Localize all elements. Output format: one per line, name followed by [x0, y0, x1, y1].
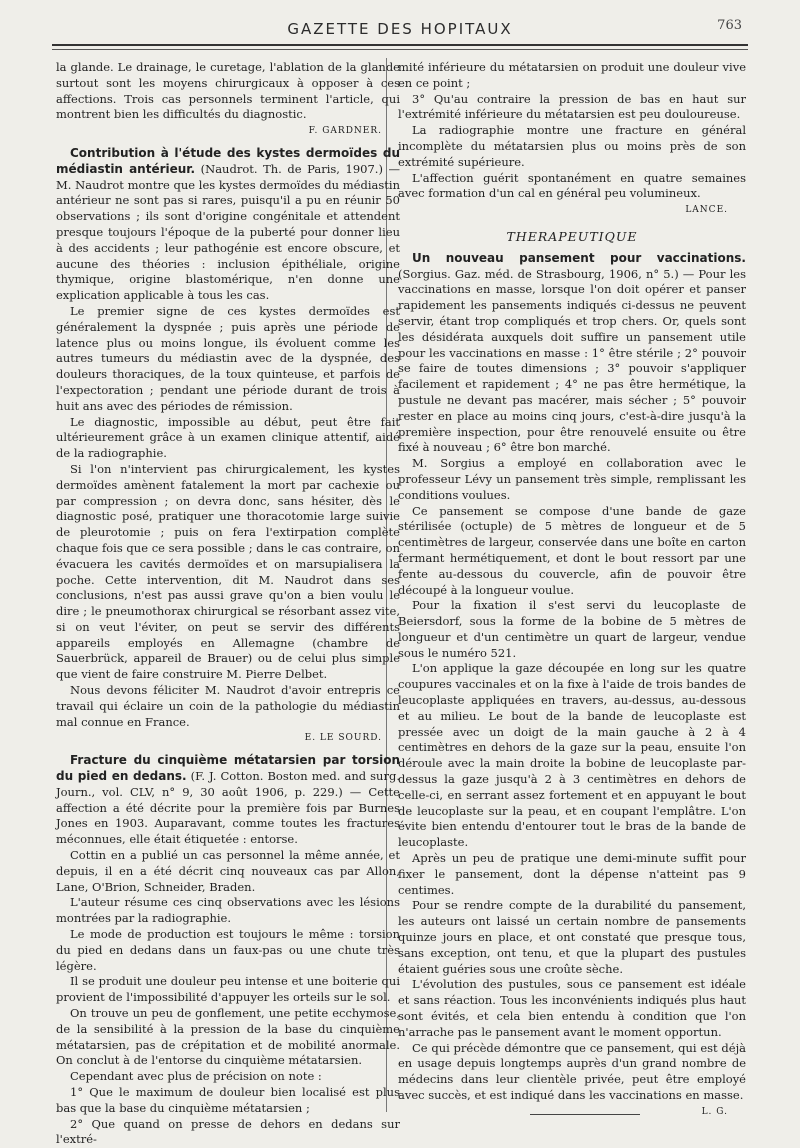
- paragraph: L'auteur résume ces cinq observations avec les lésions montrées par la radiographie.: [56, 895, 400, 926]
- paragraph: Cottin en a publié un cas personnel la même année, et depuis, il en a été décrit cinq nouveaux cas par Allon, Lane, O'Brion, Schneider, Braden.: [56, 848, 400, 894]
- header-rule-top: [52, 44, 748, 46]
- paragraph: 2° Que quand on presse de dehors en dedans sur l'extré-: [56, 1116, 400, 1147]
- paragraph: Pour la fixation il s'est servi du leucoplaste de Beiersdorf, sous la forme de la bobine de 5 mètres de longueur et d'un centimètre un quart de largeur, vendue sous le numéro 521.: [398, 598, 746, 660]
- article-title-mediastin: Contribution à l'étude des kystes dermoïdes du médiastin antérieur.: [56, 145, 400, 176]
- paragraph: On trouve un peu de gonflement, une petite ecchymose, de la sensibilité à la pression de la base du cinquième métatarsien, pas de crépitation et de mobilité anormale. On conclut à de l'entorse du cinquième métatarsien.: [56, 1006, 400, 1068]
- article-ref-vaccinations: (Sorgius. Gaz. méd. de Strasbourg, 1906, n° 5.) — Pour les vaccinations en masse, lorsque l'on doit opérer et panser rapidement les pansements indiqués ci-dessus ne peuvent servir, étant trop compliqués et trop chers. Or, quels sont les désidérata auxquels doit suffire un pansement utile pour les vaccinations en masse : 1° être stérile ; 2° pouvoir se faire de toutes dimensions ; 3° pouvoir s'appliquer facilement et rapidement ; 4° ne pas être hermétique, la pustule ne devant pas macérer, mais sécher ; 5° pouvoir rester en place au moins cinq jours, c'est-à-dire jusqu'à la première inspection, pour être renouvelé ensuite ou être fixé à nouveau ; 6° être bon marché.: [398, 266, 746, 455]
- paragraph: La radiographie montre une fracture en général incomplète du métatarsien plus ou moins près de son extrémité supérieure.: [398, 123, 746, 169]
- paragraph: Ce qui précède démontre que ce pansement, qui est déjà en usage depuis longtemps auprès d'un grand nombre de médecins dans leur clientèle privée, peut être employé avec succès, et est indiqué dans les vaccinations en masse.: [398, 1040, 746, 1102]
- article-continuation: la glande. Le drainage, le curetage, l'ablation de la glande surtout sont les moyens chirurgicaux à opposer à ces affections. Trois cas personnels terminent l'article, qui montrent bien les difficultés du diagnostic.: [56, 60, 400, 122]
- article-vaccinations: [398, 251, 746, 456]
- paragraph: mité inférieure du métatarsien on produit une douleur vive en ce point ;: [398, 60, 746, 90]
- signature-lg: L. G.: [701, 1106, 728, 1117]
- paragraph: L'affection guérit spontanément en quatre semaines avec formation d'un cal en général peu volumineux.: [398, 170, 746, 201]
- paragraph: 3° Qu'au contraire la pression de bas en haut sur l'extrémité inférieure du métatarsien est peu douloureuse.: [398, 91, 746, 122]
- page-number: 763: [717, 18, 742, 33]
- page-header: [52, 14, 748, 54]
- paragraph: Nous devons féliciter M. Naudrot d'avoir entrepris ce travail qui éclaire un coin de la pathologie du médiastin mal connue en France.: [56, 683, 400, 729]
- header-rule-bottom: [52, 49, 748, 50]
- paragraph: Il se produit une douleur peu intense et une boiterie qui provient de l'impossibilité d'appuyer les orteils sur le sol.: [56, 974, 400, 1005]
- paragraph: M. Sorgius a employé en collaboration avec le professeur Lévy un pansement très simple, remplissant les conditions voulues.: [398, 456, 746, 502]
- journal-title: GAZETTE DES HOPITAUX: [287, 20, 513, 38]
- paragraph: L'évolution des pustules, sous ce pansement est idéale et sans réaction. Tous les inconvénients indiqués plus haut sont évités, et cela bien entendu à condition que l'on n'arrache pas le pansement avant le moment opportun.: [398, 977, 746, 1039]
- article-metatarsien: [56, 753, 400, 848]
- paragraph: Cependant avec plus de précision on note :: [70, 1069, 322, 1084]
- signature-le-sourd: E. LE SOURD.: [304, 733, 382, 744]
- paragraph: Le diagnostic, impossible au début, peut être fait ultérieurement grâce à un examen clinique attentif, aidé de la radiographie.: [56, 414, 400, 461]
- left-column: [56, 60, 400, 1148]
- right-column: [398, 60, 746, 1127]
- signature-gardner: F. GARDNER.: [308, 126, 382, 137]
- paragraph: Après un peu de pratique une demi-minute suffit pour fixer le pansement, dont la dépense n'atteint pas 9 centimes.: [398, 851, 746, 897]
- paragraph: Ce pansement se compose d'une bande de gaze stérilisée (octuple) de 5 mètres de longueur et de 5 centimètres de largeur, conservée dans une boîte en carton fermant hermétiquement, et dont le bout ressort par une fente au-dessous du couvercle, afin de pouvoir être découpé à la longueur voulue.: [398, 503, 746, 597]
- section-heading-therapeutique: THERAPEUTIQUE: [506, 228, 638, 244]
- paragraph: 1° Que le maximum de douleur bien localisé est plus bas que la base du cinquième métatarsien ;: [56, 1085, 400, 1115]
- end-separator: [530, 1114, 640, 1115]
- paragraph: Si l'on n'intervient pas chirurgicalement, les kystes dermoïdes amènent fatalement la mort par cachexie ou par compression ; on devra donc, sans hésiter, dès le diagnostic posé, pratiquer une thoracotomie large suivie de pleurotomie ; puis on fera l'extirpation complète chaque fois que ce sera possible ; dans le cas contraire, on évacuera les cavités dermoïdes et on marsupialisera la poche. Cette intervention, dit M. Naudrot dans ses conclusions, n'est pas aussi grave qu'on a bien voulu le dire ; le pneumothorax chirurgical se résorbant assez vite, si on veut l'éviter, on peut se servir des différents appareils employés en Allemagne (chambre de Sauerbrück, appareil de Brauer) ou de celui plus simple que vient de faire construire M. Pierre Delbet.: [56, 461, 400, 682]
- paragraph: L'on applique la gaze découpée en long sur les quatre coupures vaccinales et on la fixe à l'aide de trois bandes de leucoplaste appliquées en travers, au-dessus, au-dessous et au milieu. Le bout de la bande de leucoplaste est pressée avec un doigt de la main gauche à 2 à 4 centimètres en dehors de la gaze sur la peau, ensuite l'on déroule avec la main droite la bobine de leucoplaste par-dessus la gaze jusqu'à 2 à 3 centimètres en dehors de celle-ci, en serrant assez fortement et en appuyant le bout de leucoplaste sur la peau, et en coupant l'emplâtre. L'on évite bien entendu d'entourer tout le bras de la bande de leucoplaste.: [398, 661, 746, 850]
- signature-lance: LANCE.: [685, 205, 728, 216]
- article-title-vaccinations: Un nouveau pansement pour vaccinations.: [412, 250, 746, 265]
- paragraph: Le premier signe de ces kystes dermoïdes est généralement la dyspnée ; puis après une période de latence plus ou moins longue, ils évoluent comme les autres tumeurs du médiastin avec de la dyspnée, des douleurs thoraciques, de la toux quinteuse, et parfois de l'expectoration ; pendant une période durant de trois à huit ans avec des périodes de rémission.: [56, 303, 400, 413]
- article-ref-metatarsien: (F. J. Cotton. Boston med. and surg. Journ., vol. CLV, n° 9, 30 août 1906, p. 229.) — Cette affection a été décrite pour la première fois par Burnes Jones en 1903. Auparavant, comme toutes les fractures méconnues, elle était étiquetée : entorse.: [56, 769, 400, 847]
- article-title-metatarsien: Fracture du cinquième métatarsien par torsion du pied en dedans.: [56, 753, 400, 784]
- paragraph: Pour se rendre compte de la durabilité du pansement, les auteurs ont laissé un certain nombre de pansements quinze jours en place, et ont constaté que presque tous, sans exception, ont tenu, et que la plupart des pustules étaient guéries sous une croûte sèche.: [398, 898, 746, 976]
- paragraph: Le mode de production est toujours le même : torsion du pied en dedans dans un faux-pas ou une chute très légère.: [56, 927, 400, 973]
- article-ref-mediastin: (Naudrot. Th. de Paris, 1907.) — M. Naudrot montre que les kystes dermoïdes du médiastin antérieur ne sont pas si rares, puisqu'il a pu en réunir 50 observations ; ils sont d'origine congénitale et attendent presque toujours l'époque de la puberté pour donner lieu à des accidents ; leur pathogénie est encore obscure, et aucune des théories : inclusion épithéliale, origine thymique, origine blastomérique, n'en donne une explication applicable à tous les cas.: [56, 161, 400, 303]
- article-mediastin: [56, 146, 400, 304]
